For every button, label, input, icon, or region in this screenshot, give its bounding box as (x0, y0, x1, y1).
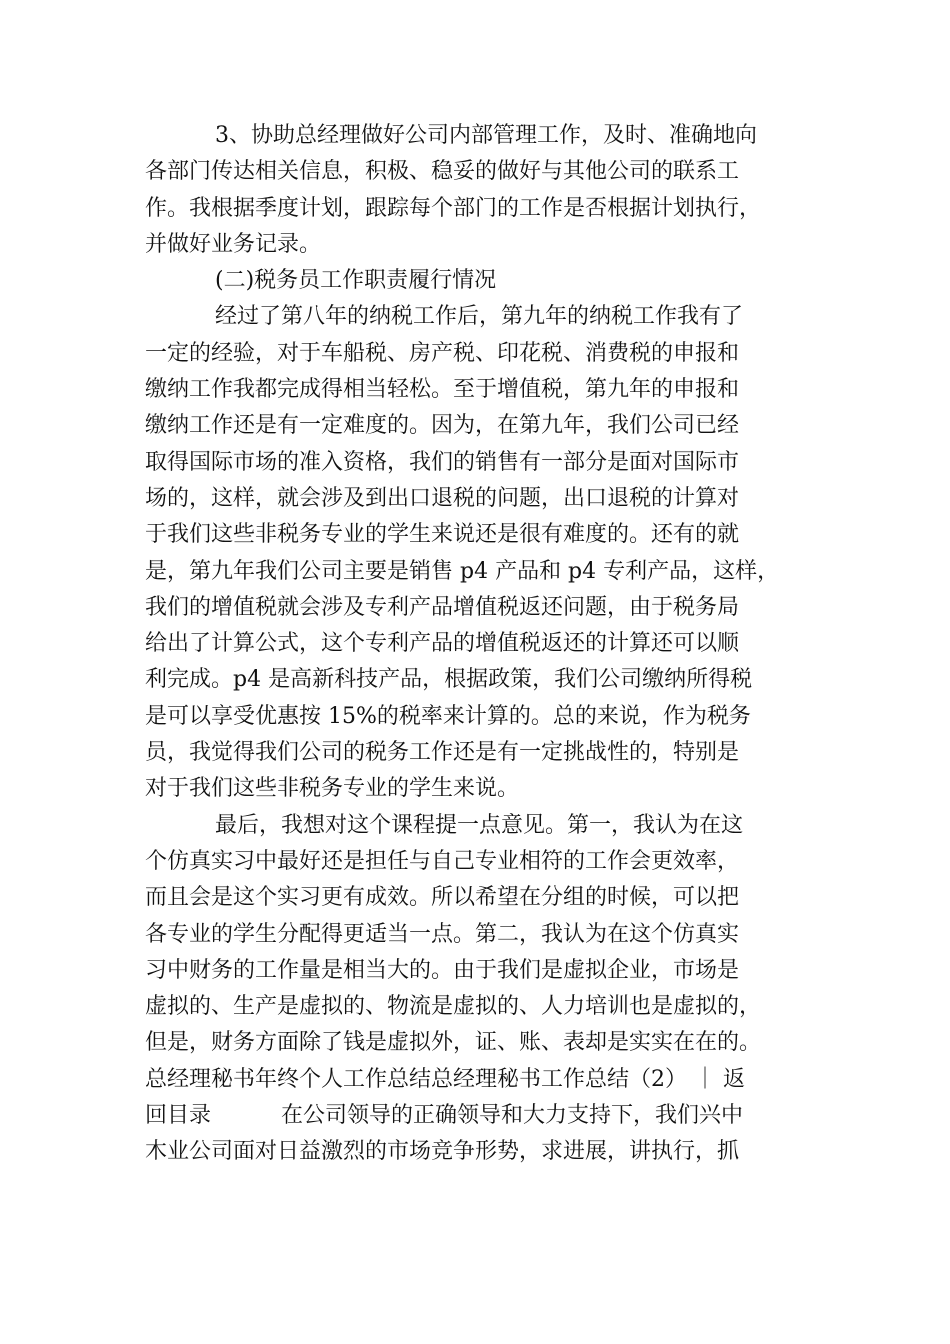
paragraph-line: 3、协助总经理做好公司内部管理工作，及时、准确地向 (215, 123, 757, 148)
return-link[interactable]: 回目录 (145, 1103, 212, 1129)
paragraph-line: 最后，我想对这个课程提一点意见。第一，我认为在这 (215, 812, 744, 838)
paragraph-line: 习中财务的工作量是相当大的。由于我们是虚拟企业，市场是 (145, 957, 740, 983)
paragraph-line-tail: 在公司领导的正确领导和大力支持下，我们兴中 (281, 1103, 744, 1129)
paragraph-line: 经过了第八年的纳税工作后，第九年的纳税工作我有了 (215, 304, 744, 330)
paragraph-line: 各专业的学生分配得更适当一点。第二，我认为在这个仿真实 (145, 921, 740, 947)
paragraph-line: 个仿真实习中最好还是担任与自己专业相符的工作会更效率， (145, 848, 740, 874)
paragraph-line: 取得国际市场的准入资格，我们的销售有一部分是面对国际市 (145, 449, 740, 475)
paragraph-line: 我们的增值税就会涉及专利产品增值税返还问题，由于税务局 (145, 594, 740, 620)
paragraph-line: 一定的经验，对于车船税、房产税、印花税、消费税的申报和 (145, 340, 740, 366)
paragraph-line: 缴纳工作我都完成得相当轻松。至于增值税，第九年的申报和 (145, 377, 740, 403)
paragraph-line: 于我们这些非税务专业的学生来说还是很有难度的。还有的就 (145, 522, 740, 548)
paragraph-line: 而且会是这个实习更有成效。所以希望在分组的时候，可以把 (145, 885, 740, 911)
section-heading: (二)税务员工作职责履行情况 (215, 268, 497, 294)
paragraph-line: 给出了计算公式，这个专利产品的增值税返还的计算还可以顺 (145, 631, 740, 657)
paragraph-line: 是可以享受优惠按 15%的税率来计算的。总的来说，作为税务 (145, 703, 751, 729)
paragraph-line: 但是，财务方面除了钱是虚拟外，证、账、表却是实实在在的。 (145, 1030, 762, 1056)
paragraph-line: 虚拟的、生产是虚拟的、物流是虚拟的、人力培训也是虚拟的， (145, 994, 762, 1020)
paragraph-line: 各部门传达相关信息，积极、稳妥的做好与其他公司的联系工 (145, 159, 740, 185)
document-title-link-line: 总经理秘书年终个人工作总结总经理秘书工作总结（2） ｜ 返 (145, 1066, 745, 1092)
paragraph-line: 场的，这样，就会涉及到出口退税的问题，出口退税的计算对 (145, 485, 740, 511)
paragraph-line: 并做好业务记录。 (145, 231, 322, 257)
paragraph-line: 对于我们这些非税务专业的学生来说。 (145, 776, 520, 802)
document-body (145, 118, 805, 1171)
paragraph-line: 作。我根据季度计划，跟踪每个部门的工作是否根据计划执行， (145, 195, 762, 221)
paragraph-line: 利完成。p4 是高新科技产品，根据政策，我们公司缴纳所得税 (145, 667, 753, 693)
paragraph-line: 员，我觉得我们公司的税务工作还是有一定挑战性的，特别是 (145, 740, 740, 766)
return-link-line (145, 1098, 805, 1134)
paragraph-line: 是，第九年我们公司主要是销售 p4 产品和 p4 专利产品，这样， (145, 558, 780, 584)
paragraph-line: 缴纳工作还是有一定难度的。因为，在第九年，我们公司已经 (145, 413, 740, 439)
paragraph-line: 木业公司面对日益激烈的市场竞争形势，求进展，讲执行，抓 (145, 1139, 740, 1165)
